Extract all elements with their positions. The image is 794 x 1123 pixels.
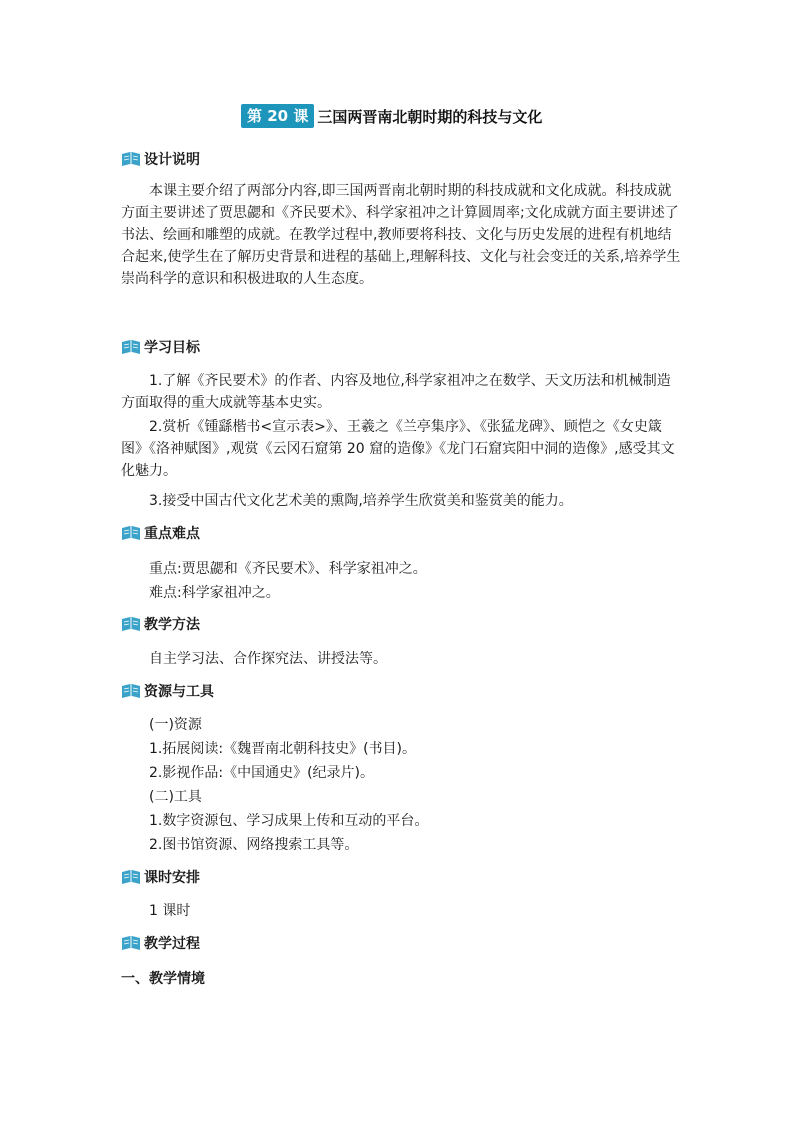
- key-point-item: 重点:贾思勰和《齐民要术》、科学家祖冲之。: [149, 561, 427, 577]
- book-icon: [121, 150, 141, 168]
- section-heading-text: 教学过程: [144, 936, 200, 952]
- goal-item-1: 1.了解《齐民要术》的作者、内容及地位,科学家祖冲之在数学、天文历法和机械制造方面取得的重大成就等基本史实。: [121, 373, 671, 411]
- section-heading-design: [121, 148, 200, 170]
- design-paragraph: 本课主要介绍了两部分内容,即三国两晋南北朝时期的科技成就和文化成就。科技成就方面主要讲述了贾思勰和《齐民要术》、科学家祖冲之计算圆周率;文化成就方面主要讲述了书法、绘画和雕塑的成就。在教学过程中,教师要将科技、文化与历史发展的进程有机地结合起来,使学生在了解历史背景和进程的基础上,理解科技、文化与社会变迁的关系,培养学生崇尚科学的意识和积极进取的人生态度。: [121, 183, 681, 287]
- section-heading-text: 重点难点: [144, 526, 200, 542]
- section-heading-text: 学习目标: [144, 340, 200, 356]
- section-heading-schedule: [121, 866, 200, 888]
- resource-item: 1.拓展阅读:《魏晋南北朝科技史》(书目)。: [149, 741, 416, 757]
- section-heading-goals: [121, 336, 200, 358]
- resource-item: (二)工具: [149, 789, 202, 805]
- lesson-badge: 第 20 课: [241, 104, 314, 128]
- book-icon: [121, 934, 141, 952]
- resource-item: (一)资源: [149, 717, 202, 733]
- book-icon: [121, 338, 141, 356]
- book-icon: [121, 524, 141, 542]
- section-heading-text: 课时安排: [144, 870, 200, 886]
- resource-item: 2.图书馆资源、网络搜索工具等。: [149, 837, 359, 853]
- difficulty-item: 难点:科学家祖冲之。: [149, 585, 280, 601]
- section-heading-text: 资源与工具: [144, 684, 214, 700]
- process-subheading: 一、教学情境: [121, 971, 205, 987]
- book-icon: [121, 615, 141, 633]
- section-heading-text: 设计说明: [144, 152, 200, 168]
- lesson-title: [241, 104, 542, 128]
- goal-item-2: 2.赏析《锺繇楷书<宣示表>》、王羲之《兰亭集序》、《张猛龙碑》、顾恺之《女史箴图》《洛神赋图》,观赏《云冈石窟第 20 窟的造像》《龙门石窟宾阳中洞的造像》,感受其文化魅力。: [121, 419, 675, 479]
- section-heading-resources: [121, 680, 214, 702]
- lesson-name: 三国两晋南北朝时期的科技与文化: [317, 107, 543, 126]
- goal-item-3: 3.接受中国古代文化艺术美的熏陶,培养学生欣赏美和鉴赏美的能力。: [149, 493, 573, 509]
- schedule-item: 1 课时: [149, 903, 191, 919]
- section-heading-methods: [121, 613, 200, 635]
- section-heading-text: 教学方法: [144, 617, 200, 633]
- section-heading-key-points: [121, 522, 200, 544]
- book-icon: [121, 682, 141, 700]
- resource-item: 2.影视作品:《中国通史》(纪录片)。: [149, 765, 374, 781]
- method-item: 自主学习法、合作探究法、讲授法等。: [149, 651, 387, 667]
- book-icon: [121, 868, 141, 886]
- resource-item: 1.数字资源包、学习成果上传和互动的平台。: [149, 813, 429, 829]
- section-heading-process: [121, 932, 200, 954]
